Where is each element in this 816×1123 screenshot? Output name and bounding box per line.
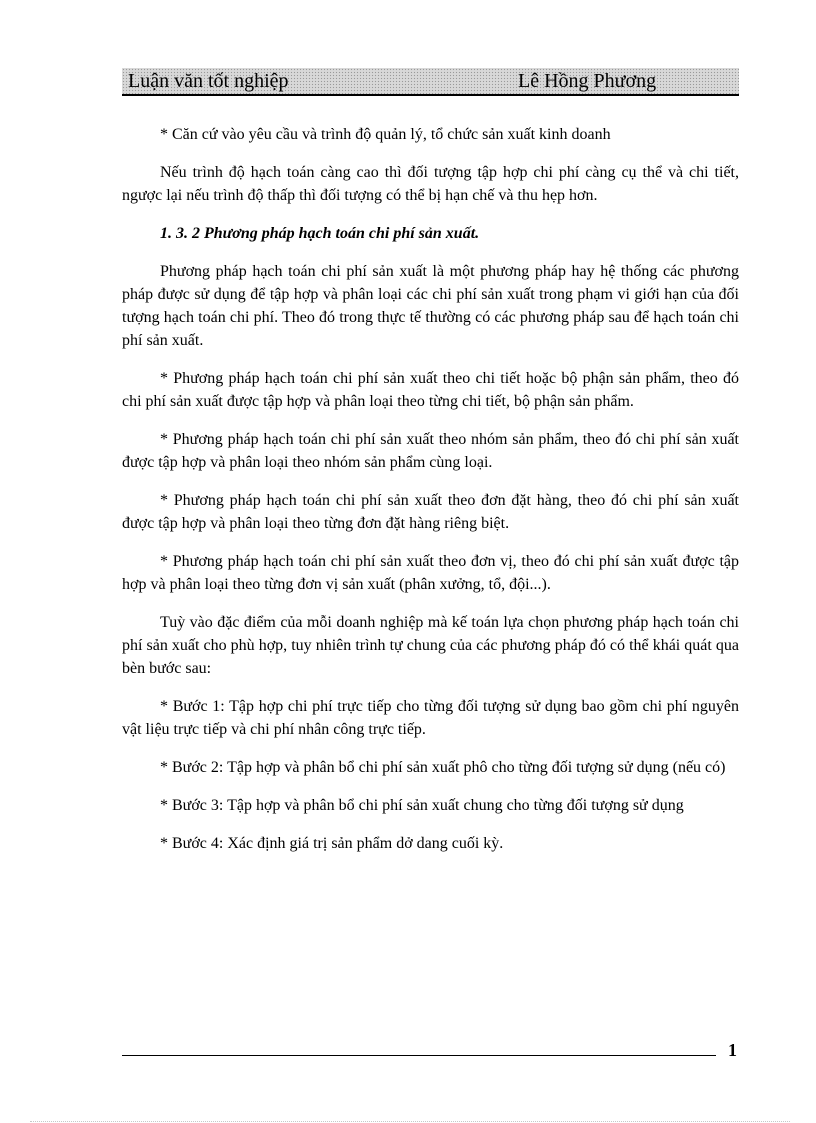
paragraph-general-procedure: Tuỳ vào đặc điểm của mỗi doanh nghiệp mà kế toán lựa chọn phương pháp hạch toán chi phí sản xuất cho phù hợp, tuy nhiên trình tự chung của các phương pháp đó có thể khái quát qua bèn bước sau: xyxy=(122,614,739,677)
paragraph-method-by-order: * Phương pháp hạch toán chi phí sản xuất theo đơn đặt hàng, theo đó chi phí sản xuất được tập hợp và phân loại theo từng đơn đặt hàng riêng biệt. xyxy=(122,492,739,532)
paragraph-accounting-level: Nếu trình độ hạch toán càng cao thì đối tượng tập hợp chi phí càng cụ thể và chi tiết, ngược lại nếu trình độ thấp thì đối tượng có thể bị hạn chế và thu hẹp hơn. xyxy=(122,164,739,204)
paragraph-step-4: * Bước 4: Xác định giá trị sản phẩm dở dang cuối kỳ. xyxy=(160,835,504,852)
document-body xyxy=(122,123,739,870)
paragraph-method-by-unit: * Phương pháp hạch toán chi phí sản xuất theo đơn vị, theo đó chi phí sản xuất được tập hợp và phân loại theo từng đơn vị sản xuất (phân xưởng, tổ, đội...). xyxy=(122,553,739,593)
paragraph-method-definition: Phương pháp hạch toán chi phí sản xuất là một phương pháp hay hệ thống các phương pháp được sử dụng để tập hợp và phân loại các chi phí sản xuất trong phạm vi giới hạn của đối tượng hạch toán chi phí. Theo đó trong thực tế thường có các phương pháp sau để hạch toán chi phí sản xuất. xyxy=(122,263,739,349)
paragraph-criteria: * Căn cứ vào yêu cầu và trình độ quản lý, tổ chức sản xuất kinh doanh xyxy=(160,126,611,143)
page-number: 1 xyxy=(728,1040,737,1060)
paragraph-step-2: * Bước 2: Tập hợp và phân bổ chi phí sản xuất phô cho từng đối tượng sử dụng (nếu có) xyxy=(160,759,726,776)
paragraph-step-1: * Bước 1: Tập hợp chi phí trực tiếp cho từng đối tượng sử dụng bao gồm chi phí nguyên vật liệu trực tiếp và chi phí nhân công trực tiếp. xyxy=(122,698,739,738)
paragraph-step-3: * Bước 3: Tập hợp và phân bổ chi phí sản xuất chung cho từng đối tượng sử dụng xyxy=(160,797,684,814)
header-author-name: Lê Hồng Phương xyxy=(518,70,657,92)
paragraph-method-by-part: * Phương pháp hạch toán chi phí sản xuất theo chi tiết hoặc bộ phận sản phẩm, theo đó chi phí sản xuất được tập hợp và phân loại theo từng chi tiết, bộ phận sản phẩm. xyxy=(122,370,739,410)
page-bottom-border xyxy=(30,1121,790,1122)
section-heading: 1. 3. 2 Phương pháp hạch toán chi phí sản xuất. xyxy=(160,225,480,242)
paragraph-method-by-group: * Phương pháp hạch toán chi phí sản xuất theo nhóm sản phẩm, theo đó chi phí sản xuất được tập hợp và phân loại theo nhóm sản phẩm cùng loại. xyxy=(122,431,739,471)
footer-rule xyxy=(122,1055,716,1056)
header-thesis-title: Luận văn tốt nghiệp xyxy=(128,70,289,92)
page-header xyxy=(122,68,739,96)
